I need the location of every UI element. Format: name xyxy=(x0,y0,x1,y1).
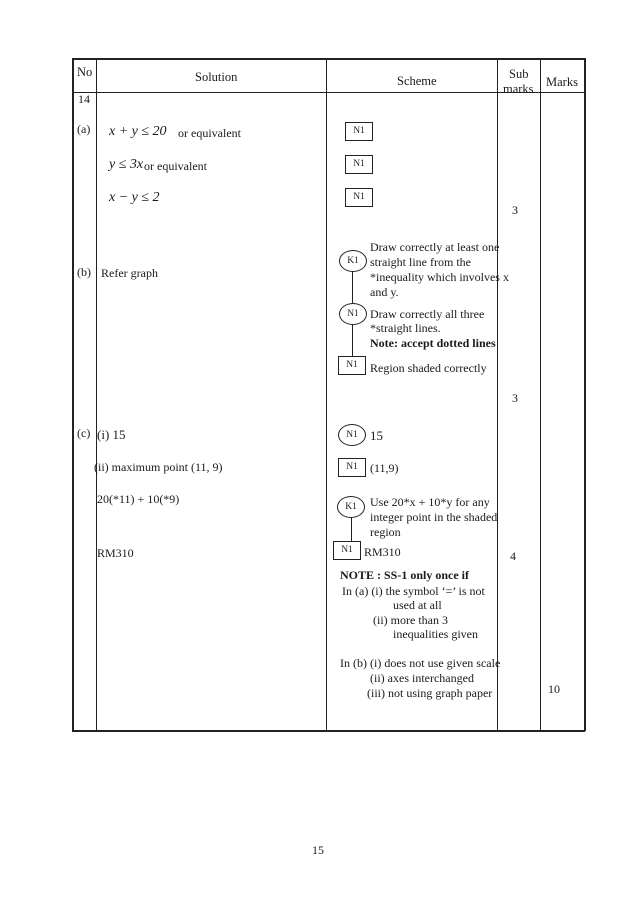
column-divider-submarks xyxy=(540,58,541,731)
part-c-sub-marks: 4 xyxy=(510,549,516,563)
part-c-k1-text-2: integer point in the shaded xyxy=(370,510,498,524)
header-sub-marks-line1: Sub xyxy=(509,67,529,81)
total-marks: 10 xyxy=(548,682,560,696)
part-b-k1-text-2: straight line from the xyxy=(370,255,471,269)
part-c-k1-text-3: region xyxy=(370,525,401,539)
table-border-left xyxy=(72,58,74,731)
part-c-ii-solution: (ii) maximum point (11, 9) xyxy=(94,460,223,474)
part-c-i-mark: N1 xyxy=(338,424,366,446)
header-scheme: Scheme xyxy=(397,74,437,88)
part-a-mark-3: N1 xyxy=(345,188,373,207)
part-a-mark-1: N1 xyxy=(345,122,373,141)
table-border-top xyxy=(72,58,585,60)
part-b-n1-mark: N1 xyxy=(339,303,367,325)
part-b-k1-mark: K1 xyxy=(339,250,367,272)
column-divider-solution xyxy=(326,58,327,731)
part-c-i-solution: (i) 15 xyxy=(97,427,126,442)
part-c-ii-scheme: (11,9) xyxy=(370,461,399,475)
part-c-n1-text: RM310 xyxy=(364,545,401,559)
part-b-note: Note: accept dotted lines xyxy=(370,336,496,350)
part-c-i-scheme: 15 xyxy=(370,428,383,443)
note-title: NOTE : SS-1 only once if xyxy=(340,568,470,582)
page-number: 15 xyxy=(312,843,324,857)
part-a-line-2: y ≤ 3x xyxy=(109,157,144,172)
header-no: No xyxy=(77,65,93,79)
part-c-ii-mark: N1 xyxy=(338,458,366,477)
part-b-n1b-text: Region shaded correctly xyxy=(370,361,487,375)
part-c-answer: RM310 xyxy=(97,546,134,560)
table-border-right xyxy=(584,58,586,731)
part-a-mark-2: N1 xyxy=(345,155,373,174)
part-c-connector xyxy=(351,514,352,542)
part-b-n1-text-2: *straight lines. xyxy=(370,321,441,335)
part-a-line-1: x + y ≤ 20 xyxy=(109,124,167,139)
part-a-suffix-1: or equivalent xyxy=(178,126,241,140)
note-b-iii: (iii) not using graph paper xyxy=(367,686,493,700)
part-b-sub-marks: 3 xyxy=(512,391,518,405)
header-solution: Solution xyxy=(195,70,238,84)
column-divider-no xyxy=(96,58,97,731)
note-b-intro: In (b) (i) does not use given scale xyxy=(340,656,501,670)
note-a-i-cont: used at all xyxy=(393,598,442,612)
header-marks: Marks xyxy=(546,75,578,89)
part-b-k1-text-1: Draw correctly at least one xyxy=(370,240,500,254)
part-c-k1-mark: K1 xyxy=(337,496,365,518)
note-a-ii-cont: inequalities given xyxy=(393,627,478,641)
part-c-label: (c) xyxy=(77,426,91,440)
part-c-n1-mark: N1 xyxy=(333,541,361,560)
part-c-calculation: 20(*11) + 10(*9) xyxy=(97,492,180,506)
part-b-solution: Refer graph xyxy=(101,266,158,280)
part-b-k1-text-3: *inequality which involves x xyxy=(370,270,509,284)
part-b-label: (b) xyxy=(77,265,91,279)
header-sub-marks-line2: marks xyxy=(503,82,534,96)
column-divider-scheme xyxy=(497,58,498,731)
note-a-ii: (ii) more than 3 xyxy=(373,613,448,627)
part-b-n1b-mark: N1 xyxy=(338,356,366,375)
part-a-suffix-2: or equivalent xyxy=(144,159,207,173)
note-b-ii: (ii) axes interchanged xyxy=(370,671,474,685)
part-b-n1-text-1: Draw correctly all three xyxy=(370,307,485,321)
part-a-label: (a) xyxy=(77,122,91,136)
part-a-line-3: x − y ≤ 2 xyxy=(109,190,160,205)
part-a-sub-marks: 3 xyxy=(512,203,518,217)
note-a-intro: In (a) (i) the symbol ‘=’ is not xyxy=(342,584,485,598)
question-number: 14 xyxy=(78,92,90,106)
part-c-k1-text-1: Use 20*x + 10*y for any xyxy=(370,495,490,509)
part-b-k1-text-4: and y. xyxy=(370,285,399,299)
table-border-bottom xyxy=(72,730,585,732)
